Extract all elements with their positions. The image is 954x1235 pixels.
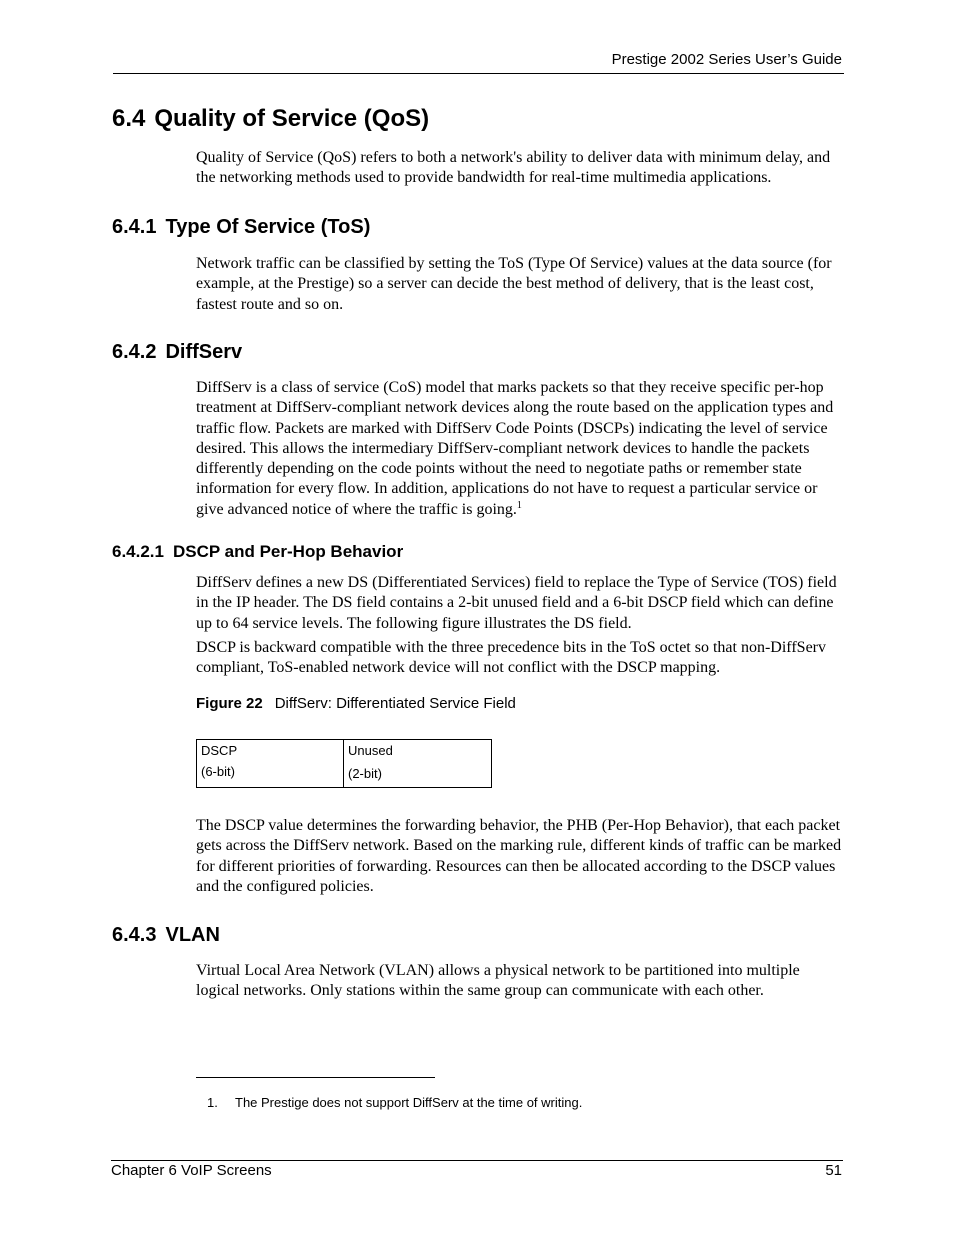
heading-text: VLAN — [165, 924, 220, 946]
ds-field-diagram — [196, 739, 492, 788]
field-size: (2-bit) — [348, 766, 382, 781]
heading-vlan — [112, 922, 220, 948]
ds-field-dscp — [197, 740, 344, 787]
heading-text: Quality of Service (QoS) — [154, 105, 430, 132]
footnote-reference: 1 — [516, 499, 522, 511]
paragraph-vlan: Virtual Local Area Network (VLAN) allows a physical network to be partitioned into multiple logical networks. Only stations within the same group can communicate with each other. — [196, 962, 800, 1000]
heading-number: 6.4.2.1 — [112, 542, 164, 561]
heading-qos — [112, 104, 429, 134]
footnote-number: 1. — [207, 1095, 218, 1110]
footer-rule — [111, 1160, 843, 1161]
footnote-text: The Prestige does not support DiffServ at the time of writing. — [235, 1095, 583, 1110]
heading-text: DSCP and Per-Hop Behavior — [173, 542, 404, 561]
paragraph-text: DiffServ is a class of service (CoS) model that marks packets so that they receive specific per-hop treatment at DiffServ-compliant network devices along the route based on the application types and traffic flow. Packets are marked with DiffServ Code Points (DSCPs) indicating the level of service desired. This allows the intermediary DiffServ-compliant network devices to handle the packets differently depending on the code points without the need to negotiate paths or remember state information for every flow. In addition, applications do not have to request a particular service or give advanced notice of where the traffic is going. — [196, 379, 834, 518]
paragraph-qos: Quality of Service (QoS) refers to both a network's ability to deliver data with minimum delay, and the networking methods used to provide bandwidth for real-time multimedia applications. — [196, 149, 831, 187]
header-rule — [113, 73, 844, 74]
paragraph-dscp-2: DSCP is backward compatible with the three precedence bits in the ToS octet so that non-DiffServ compliant, ToS-enabled network device will not conflict with the DSCP mapping. — [196, 639, 826, 677]
figure-caption — [196, 695, 516, 712]
footer-chapter: Chapter 6 VoIP Screens — [111, 1162, 272, 1179]
heading-number: 6.4 — [112, 105, 146, 132]
footnote — [207, 1095, 582, 1110]
paragraph-diffserv — [196, 378, 846, 520]
heading-number: 6.4.2 — [112, 341, 157, 363]
paragraph-dscp-1: DiffServ defines a new DS (Differentiated Services) field to replace the Type of Service (TOS) field in the IP header. The DS field contains a 2-bit unused field and a 6-bit DSCP field which can define up to 64 service levels. The following figure illustrates the DS field. — [196, 574, 837, 632]
running-header: Prestige 2002 Series User’s Guide — [611, 51, 842, 68]
footnote-rule — [196, 1077, 435, 1078]
heading-text: Type Of Service (ToS) — [165, 216, 371, 238]
paragraph-dscp-3: The DSCP value determines the forwarding behavior, the PHB (Per-Hop Behavior), that each packet gets across the DiffServ network. Based on the marking rule, different kinds of traffic can be marked for different priorities of forwarding. Resources can then be allocated according to the DSCP values and the configured policies. — [196, 817, 842, 895]
ds-field-unused — [344, 740, 491, 787]
heading-number: 6.4.3 — [112, 924, 157, 946]
field-name: Unused — [348, 743, 393, 758]
field-name: DSCP — [201, 743, 238, 758]
figure-title: DiffServ: Differentiated Service Field — [274, 695, 516, 712]
paragraph-tos: Network traffic can be classified by setting the ToS (Type Of Service) values at the data source (for example, at the Prestige) so a server can decide the best method of delivery, that is the least cost, fastest route and so on. — [196, 255, 832, 313]
heading-dscp — [112, 541, 403, 563]
heading-diffserv — [112, 339, 242, 365]
heading-text: DiffServ — [165, 341, 243, 363]
page-number: 51 — [825, 1162, 842, 1179]
field-size: (6-bit) — [201, 764, 235, 779]
heading-tos — [112, 214, 370, 240]
figure-label: Figure 22 — [196, 695, 263, 712]
heading-number: 6.4.1 — [112, 216, 157, 238]
